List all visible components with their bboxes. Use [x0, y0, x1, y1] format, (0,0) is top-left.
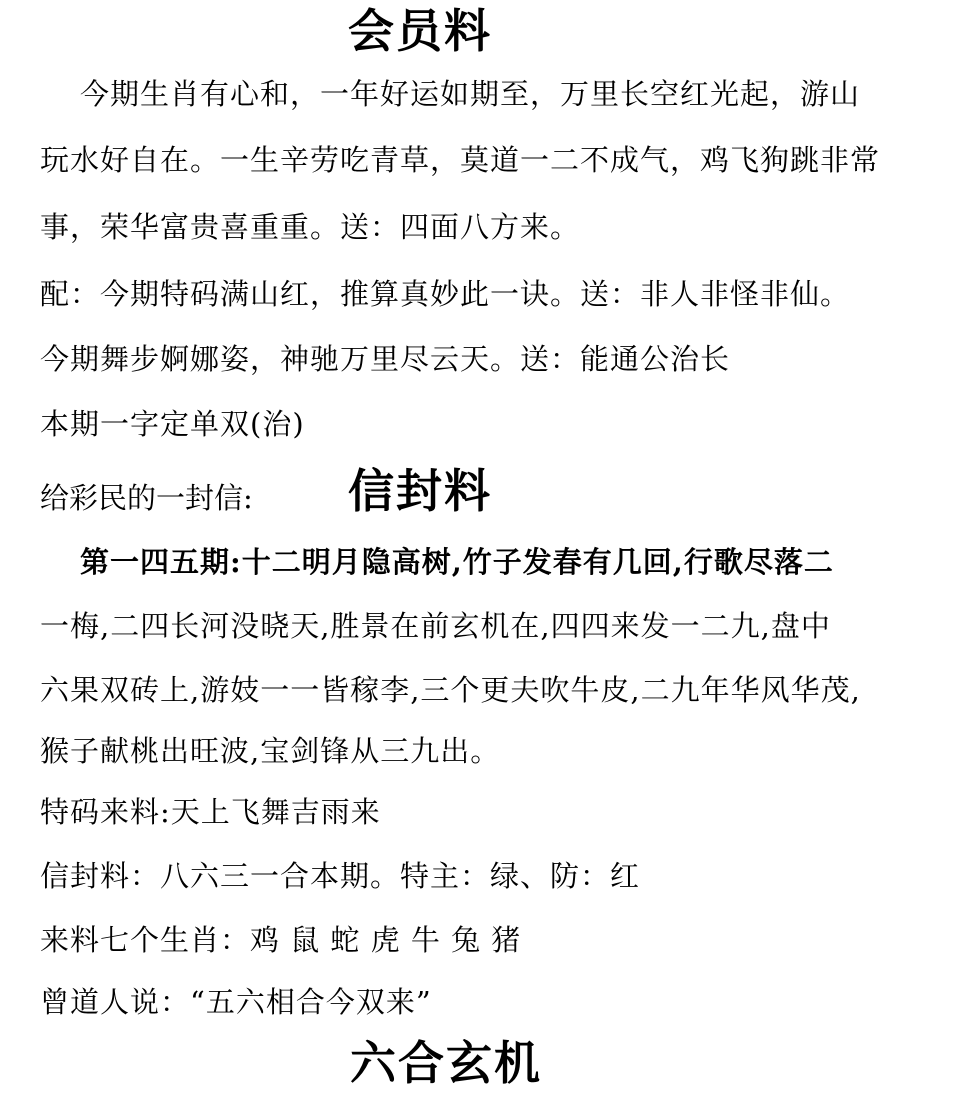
envelope-line-7: 来料七个生肖：鸡 鼠 蛇 虎 牛 兔 猪: [40, 923, 522, 957]
member-line-5: 今期舞步婀娜姿，神驰万里尽云天。送：能通公治长: [40, 342, 731, 376]
envelope-line-6: 信封料：八六三一合本期。特主：绿、防：红: [40, 859, 641, 893]
member-line-1: 今期生肖有心和，一年好运如期至，万里长空红光起，游山: [80, 77, 861, 111]
envelope-letter-label: 给彩民的一封信:: [40, 481, 253, 515]
member-line-3: 事，荣华富贵喜重重。送：四面八方来。: [40, 210, 581, 244]
member-line-2: 玩水好自在。一生辛劳吃青草，莫道一二不成气，鸡飞狗跳非常: [40, 143, 881, 177]
envelope-line-2: 一梅,二四长河没晓天,胜景在前玄机在,四四来发一二九,盘中: [40, 609, 831, 643]
envelope-line-3: 六果双砖上,游妓一一皆稼李,三个更夫吹牛皮,二九年华风华茂,: [40, 673, 861, 707]
envelope-section-heading: 信封料: [348, 464, 492, 518]
envelope-line-1: 第一四五期:十二明月隐高树,竹子发春有几回,行歌尽落二: [80, 545, 834, 579]
envelope-line-5: 特码来料:天上飞舞吉雨来: [40, 795, 381, 829]
member-line-6: 本期一字定单双(治): [40, 407, 305, 441]
member-line-4: 配：今期特码满山红，推算真妙此一诀。送：非人非怪非仙。: [40, 277, 851, 311]
liuhe-section-heading: 六合玄机: [350, 1036, 542, 1090]
member-section-heading: 会员料: [348, 4, 492, 58]
envelope-line-4: 猴子献桃出旺波,宝剑锋从三九出。: [40, 734, 501, 768]
envelope-line-8: 曾道人说：“五六相合今双来”: [40, 985, 432, 1019]
